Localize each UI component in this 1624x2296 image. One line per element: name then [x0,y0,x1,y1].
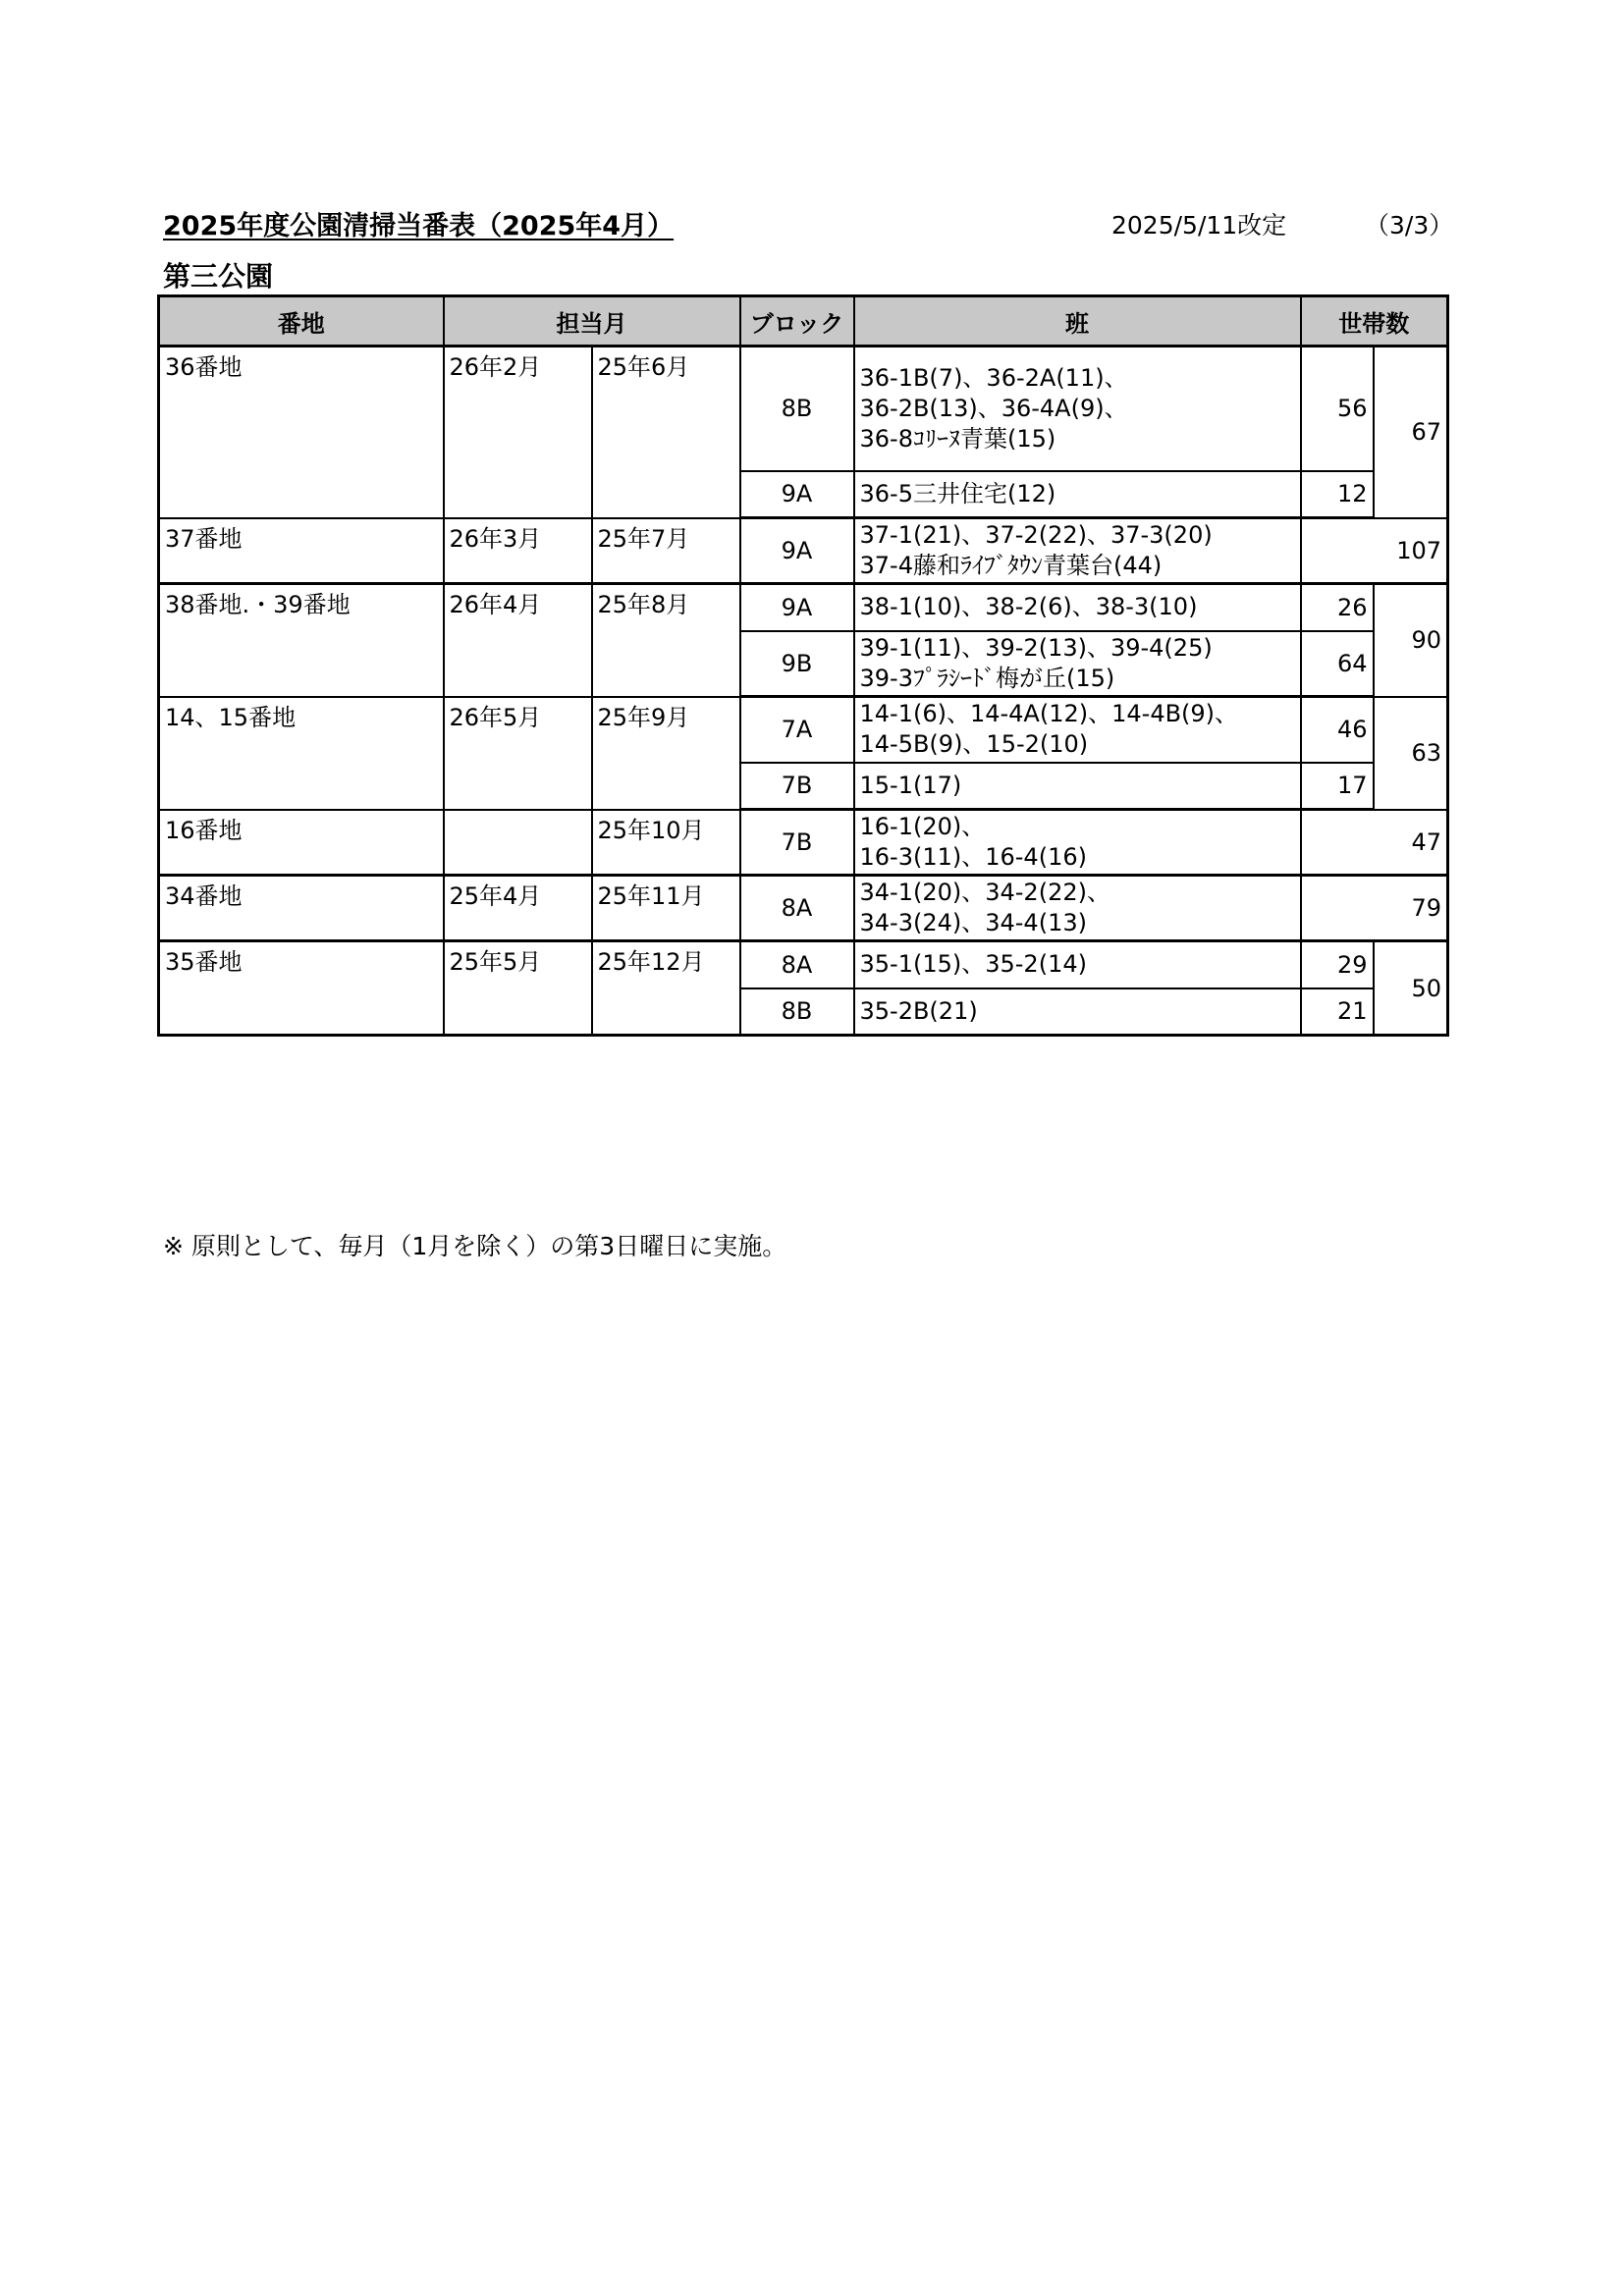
household-count-cell: 56 [1301,347,1374,471]
han-line: 14-5B(9)、15-2(10) [859,730,1089,759]
han-line: 16-1(20)、 [859,813,986,840]
table-row [159,584,1448,631]
month-secondary-cell: 25年9月 [592,697,740,810]
table-row [159,876,1448,941]
block-cell: 7B [740,763,854,810]
block-cell: 8A [740,876,854,941]
cleaning-roster-table [157,294,1449,1037]
han-line: 36-2B(13)、36-4A(9)、 [859,394,1128,422]
household-count-cell: 26 [1301,584,1374,631]
lot-cell: 16番地 [159,810,444,876]
lot-cell: 36番地 [159,347,444,518]
park-name: 第三公園 [163,260,274,293]
month-primary-cell: 26年4月 [444,584,592,697]
month-secondary-cell: 25年7月 [592,518,740,584]
block-cell: 8B [740,988,854,1036]
han-line: 35-2B(21) [859,996,978,1025]
table-row [159,697,1448,763]
han-cell [854,518,1301,584]
month-primary-cell: 26年5月 [444,697,592,810]
month-primary-cell: 25年5月 [444,941,592,1036]
block-cell: 8B [740,347,854,471]
han-line: 15-1(17) [859,771,962,799]
household-count-cell: 46 [1301,697,1374,763]
han-line: 36-5三井住宅(12) [859,479,1056,507]
han-cell [854,763,1301,810]
table-row [159,941,1448,988]
table-row [159,518,1448,584]
month-secondary-cell: 25年10月 [592,810,740,876]
han-line: 37-4藤和ﾗｲﾌﾞﾀｳﾝ青葉台(44) [859,552,1163,579]
household-total-cell: 90 [1374,584,1448,697]
month-secondary-cell: 25年6月 [592,347,740,518]
month-secondary-cell: 25年12月 [592,941,740,1036]
han-cell [854,584,1301,631]
han-cell [854,876,1301,941]
han-cell [854,471,1301,518]
han-line: 37-1(21)、37-2(22)、37-3(20) [859,521,1213,549]
lot-cell: 38番地.・39番地 [159,584,444,697]
header-han: 班 [854,296,1301,347]
han-line: 36-1B(7)、36-2A(11)、 [859,363,1128,392]
household-count-cell: 12 [1301,471,1374,518]
lot-cell: 34番地 [159,876,444,941]
han-line: 14-1(6)、14-4A(12)、14-4B(9)、 [859,700,1239,728]
han-line: 34-1(20)、34-2(22)、 [859,879,1110,906]
han-line: 39-1(11)、39-2(13)、39-4(25) [859,633,1213,662]
month-primary-cell [444,810,592,876]
month-secondary-cell: 25年11月 [592,876,740,941]
lot-cell: 37番地 [159,518,444,584]
block-cell: 9A [740,584,854,631]
household-total-cell: 107 [1301,518,1448,584]
header-row [159,296,1448,347]
header-month: 担当月 [444,296,740,347]
han-cell [854,631,1301,697]
han-cell [854,988,1301,1036]
han-cell [854,347,1301,471]
footnote: ※ 原則として、毎月（1月を除く）の第3日曜日に実施。 [163,1232,787,1260]
block-cell: 9A [740,518,854,584]
han-cell [854,941,1301,988]
household-count-cell: 21 [1301,988,1374,1036]
household-total-cell: 50 [1374,941,1448,1036]
table-row [159,810,1448,876]
roster-body [159,347,1448,1036]
han-line: 34-3(24)、34-4(13) [859,909,1087,936]
table-row [159,347,1448,471]
block-cell: 7A [740,697,854,763]
household-count-cell: 29 [1301,941,1374,988]
han-line: 38-1(10)、38-2(6)、38-3(10) [859,593,1198,621]
han-line: 35-1(15)、35-2(14) [859,950,1087,979]
han-line: 36-8ｺﾘｰﾇ青葉(15) [859,424,1056,453]
han-line: 16-3(11)、16-4(16) [859,843,1087,871]
household-total-cell: 63 [1374,697,1448,810]
page-number: （3/3） [1365,211,1454,240]
household-total-cell: 67 [1374,347,1448,518]
block-cell: 9B [740,631,854,697]
han-cell [854,697,1301,763]
month-primary-cell: 25年4月 [444,876,592,941]
household-count-cell: 64 [1301,631,1374,697]
block-cell: 7B [740,810,854,876]
revision-date: 2025/5/11改定 [1111,211,1287,240]
household-total-cell: 47 [1301,810,1448,876]
header-households: 世帯数 [1301,296,1448,347]
han-cell [854,810,1301,876]
header-lot: 番地 [159,296,444,347]
lot-cell: 35番地 [159,941,444,1036]
household-count-cell: 17 [1301,763,1374,810]
han-line: 39-3ﾌﾟﾗｼｰﾄﾞ梅が丘(15) [859,664,1115,692]
header-block: ブロック [740,296,854,347]
month-primary-cell: 26年3月 [444,518,592,584]
document-title: 2025年度公園清掃当番表（2025年4月） [163,211,675,241]
block-cell: 8A [740,941,854,988]
month-primary-cell: 26年2月 [444,347,592,518]
month-secondary-cell: 25年8月 [592,584,740,697]
household-total-cell: 79 [1301,876,1448,941]
block-cell: 9A [740,471,854,518]
lot-cell: 14、15番地 [159,697,444,810]
